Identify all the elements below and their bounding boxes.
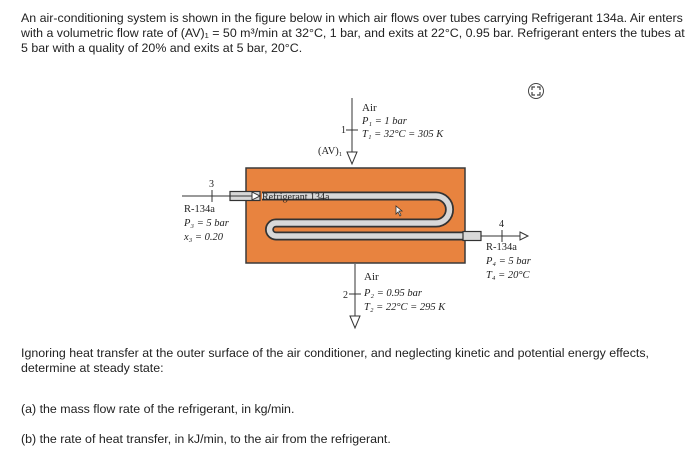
outlet-pipe xyxy=(463,232,481,241)
refrigerant-in-pressure: P₃ = 5 bar xyxy=(184,218,229,229)
air-outlet-arrow-icon xyxy=(350,316,360,328)
refrigerant-out-substance: R-134a xyxy=(486,242,517,253)
refrigerant-out-pressure: P₄ = 5 bar xyxy=(486,256,531,267)
air-in-label: Air xyxy=(362,102,377,114)
air-out-label: Air xyxy=(364,271,379,283)
refrigerant-in-substance: R-134a xyxy=(184,204,215,215)
state-2-number: 2 xyxy=(343,290,348,301)
air-inlet-arrow-icon xyxy=(347,152,357,164)
outlet-arrow-icon xyxy=(520,232,528,240)
air-in-pressure: P₁ = 1 bar xyxy=(362,116,407,127)
air-in-flow-label: (AV)₁ xyxy=(318,146,343,157)
state-1-number: 1 xyxy=(341,125,346,136)
state-3-number: 3 xyxy=(209,179,214,190)
refrigerant-in-quality: x₃ = 0.20 xyxy=(184,232,224,243)
air-in-temperature: T₁ = 32°C = 305 K xyxy=(362,129,444,140)
expand-arrows-icon xyxy=(531,86,541,96)
part-b-text: (b) the rate of heat transfer, in kJ/min, to the air from the refrigerant. xyxy=(21,432,391,446)
part-a-text: (a) the mass flow rate of the refrigerant, in kg/min. xyxy=(21,402,295,416)
air-out-pressure: P₂ = 0.95 bar xyxy=(364,288,422,299)
question-text: Ignoring heat transfer at the outer surface of the air conditioner, and neglecting kinetic and potential energy effects, determine at steady state: xyxy=(21,346,649,375)
duct-box xyxy=(246,168,465,263)
expand-icon[interactable] xyxy=(528,83,544,99)
air-out-temperature: T₂ = 22°C = 295 K xyxy=(364,302,446,313)
tube-label: Refrigerant 134a xyxy=(262,192,330,203)
state-4-number: 4 xyxy=(499,219,504,230)
problem-intro: An air-conditioning system is shown in the figure below in which air flows over tubes carrying Refrigerant 134a. Air enters with a volumetric flow rate of (AV)₁ = 50 m³/min at 32°C, 1 bar, and exits at 22°C, 0.95 bar. Refrigerant enters the tubes at 5 bar with a quality of 20% and exits at 5 bar, 20°C. xyxy=(21,11,685,55)
refrigerant-out-temperature: T₄ = 20°C xyxy=(486,270,530,281)
